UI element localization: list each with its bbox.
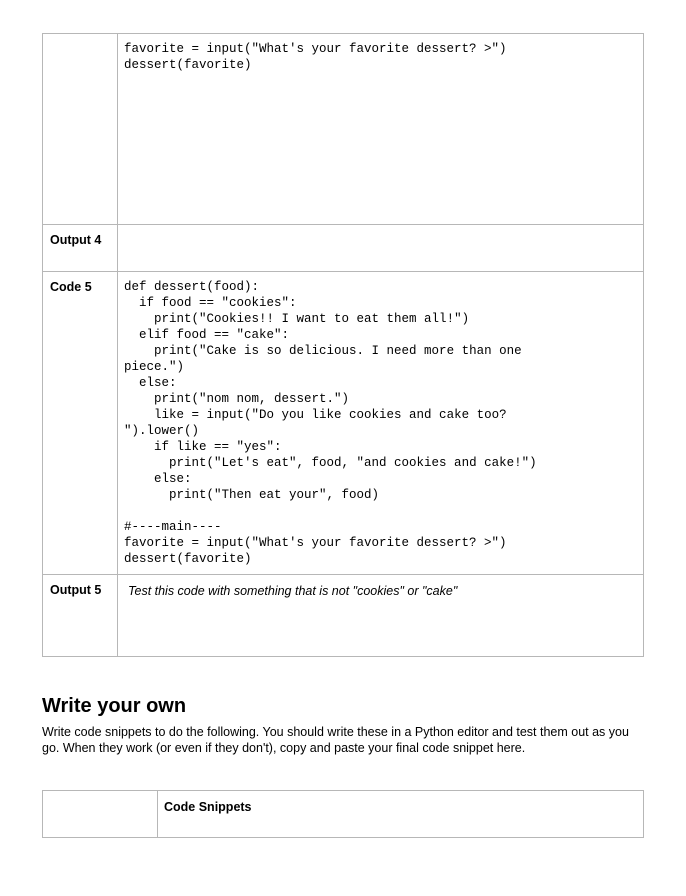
code-cell-5 bbox=[118, 272, 644, 575]
code-block-4: favorite = input("What's your favorite dessert? >") dessert(favorite) bbox=[124, 42, 507, 72]
section-description: Write code snippets to do the following. You should write these in a Python editor and test them out as you go. When they work (or even if they don't), copy and paste your final code snippet here. bbox=[42, 725, 629, 755]
row-label-code-5: Code 5 bbox=[43, 272, 118, 575]
table-row-code-5 bbox=[43, 272, 644, 575]
code-block-5: def dessert(food): if food == "cookies": print("Cookies!! I want to eat them all!") elif food == "cake": print("Cake is so delicious. I need more than one piece.") else: print("nom nom, dessert.") like = input("Do you like cookies and cake too? ").lower() if like == "yes": print("Let's eat", food, "and cookies and cake!") else: print("Then eat your", food) #----main---- favorite = input("What's your favorite dessert? >") dessert(favorite) bbox=[124, 280, 537, 566]
output-cell-4 bbox=[118, 225, 644, 272]
table-row-code-4 bbox=[43, 34, 644, 225]
row-label-output-4: Output 4 bbox=[43, 225, 118, 272]
snippets-header: Code Snippets bbox=[158, 791, 644, 838]
code-cell-4 bbox=[118, 34, 644, 225]
row-label-output-5: Output 5 bbox=[43, 575, 118, 657]
table-row-output-5 bbox=[43, 575, 644, 657]
worksheet-table bbox=[42, 33, 644, 657]
output-note-5: Test this code with something that is not "cookies" or "cake" bbox=[118, 575, 644, 657]
section-title: Write your own bbox=[42, 695, 187, 717]
snippets-table bbox=[42, 790, 644, 838]
snippets-blank-cell bbox=[43, 791, 158, 838]
snippets-header-row bbox=[43, 791, 644, 838]
row-label-code-4 bbox=[43, 34, 118, 225]
table-row-output-4 bbox=[43, 225, 644, 272]
